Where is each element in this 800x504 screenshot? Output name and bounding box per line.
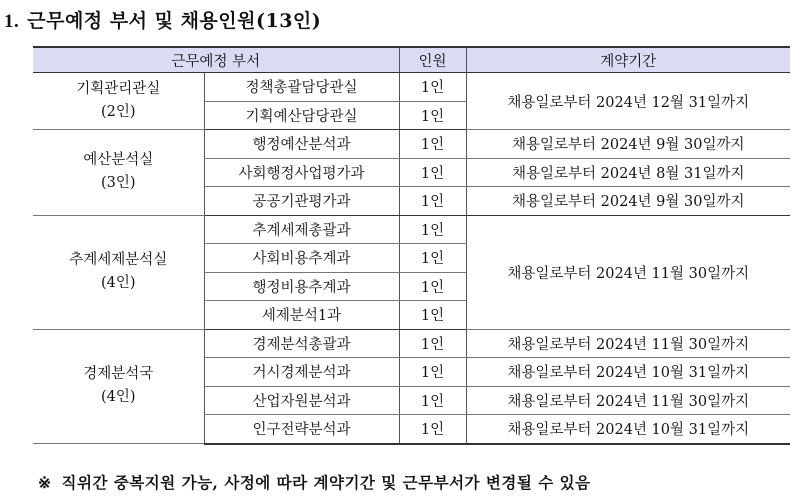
- people-cell: 1인: [399, 272, 466, 301]
- team-cell: 기획예산담당관실: [204, 101, 399, 130]
- section-number: 1.: [4, 11, 20, 32]
- footnote-text: 직위간 중복지원 가능, 사정에 따라 계약기간 및 근무부서가 변경될 수 있음: [61, 473, 591, 492]
- table-header-row: [33, 47, 790, 73]
- reference-mark: ※: [38, 473, 52, 492]
- recruitment-table: [33, 46, 790, 445]
- header-contract-period: 계약기간: [466, 47, 790, 73]
- period-cell: 채용일로부터 2024년 9월 30일까지: [466, 130, 790, 159]
- period-cell: 채용일로부터 2024년 12월 31일까지: [466, 73, 790, 130]
- period-cell: 채용일로부터 2024년 10월 31일까지: [466, 358, 790, 387]
- department-cell: [33, 215, 204, 329]
- team-cell: 사회비용추계과: [204, 244, 399, 273]
- team-cell: 산업자원분석과: [204, 386, 399, 415]
- table-row: [33, 329, 790, 358]
- department-cell: [33, 130, 204, 216]
- people-cell: 1인: [399, 130, 466, 159]
- team-cell: 정책총괄담당관실: [204, 73, 399, 102]
- period-cell: 채용일로부터 2024년 11월 30일까지: [466, 386, 790, 415]
- department-count: (4인): [100, 389, 136, 406]
- department-name: 추계세제분석실: [69, 252, 168, 268]
- team-cell: 인구전략분석과: [204, 415, 399, 444]
- people-cell: 1인: [399, 187, 466, 216]
- section-title: [4, 6, 321, 33]
- people-cell: 1인: [399, 101, 466, 130]
- section-title-text: 근무예정 부서 및 채용인원(13인): [27, 10, 322, 32]
- period-cell: 채용일로부터 2024년 10월 31일까지: [466, 415, 790, 444]
- period-cell: 채용일로부터 2024년 9월 30일까지: [466, 187, 790, 216]
- team-cell: 거시경제분석과: [204, 358, 399, 387]
- period-cell: 채용일로부터 2024년 8월 31일까지: [466, 158, 790, 187]
- period-cell: 채용일로부터 2024년 11월 30일까지: [466, 329, 790, 358]
- people-cell: 1인: [399, 329, 466, 358]
- people-cell: 1인: [399, 415, 466, 444]
- people-cell: 1인: [399, 73, 466, 102]
- team-cell: 행정예산분석과: [204, 130, 399, 159]
- department-cell: [33, 329, 204, 444]
- people-cell: 1인: [399, 215, 466, 244]
- department-name: 경제분석국: [83, 366, 154, 383]
- people-cell: 1인: [399, 244, 466, 273]
- table-row: [33, 130, 790, 159]
- period-cell: 채용일로부터 2024년 11월 30일까지: [466, 215, 790, 329]
- people-cell: 1인: [399, 358, 466, 387]
- team-cell: 경제분석총괄과: [204, 329, 399, 358]
- department-count: (4인): [100, 275, 136, 291]
- department-cell: [33, 73, 204, 130]
- department-name: 기획관리관실: [76, 81, 161, 97]
- department-count: (3인): [100, 175, 136, 192]
- people-cell: 1인: [399, 386, 466, 415]
- header-people: 인원: [399, 47, 466, 73]
- team-cell: 사회행정사업평가과: [204, 158, 399, 187]
- people-cell: 1인: [399, 158, 466, 187]
- team-cell: 세제분석1과: [204, 301, 399, 330]
- team-cell: 공공기관평가과: [204, 187, 399, 216]
- department-count: (2인): [100, 104, 136, 120]
- table-row: [33, 73, 790, 102]
- footnote: [38, 471, 591, 493]
- department-name: 예산분석실: [83, 152, 154, 169]
- people-cell: 1인: [399, 301, 466, 330]
- team-cell: 행정비용추계과: [204, 272, 399, 301]
- header-department: 근무예정 부서: [33, 47, 399, 73]
- table-row: [33, 215, 790, 244]
- team-cell: 추계세제총괄과: [204, 215, 399, 244]
